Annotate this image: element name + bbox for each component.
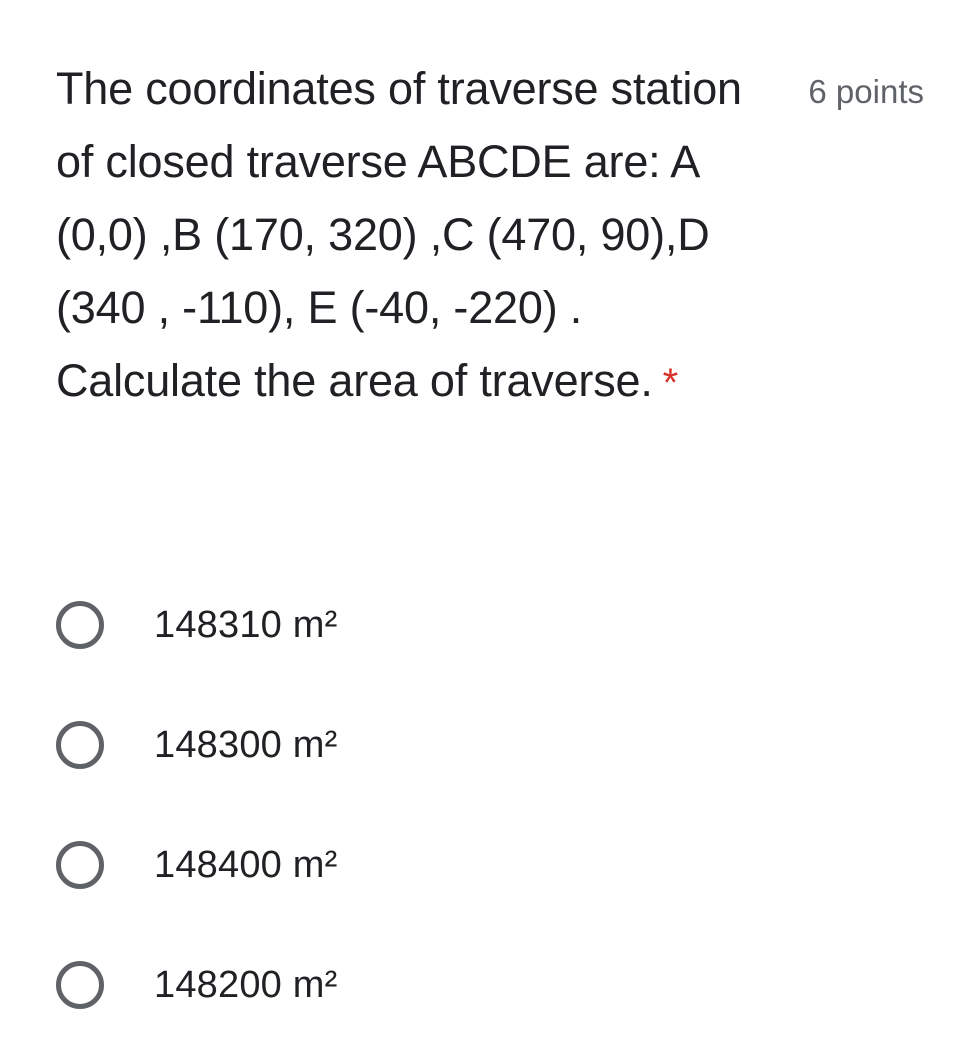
option-label: 148310 m² xyxy=(154,603,338,646)
radio-unchecked-icon[interactable] xyxy=(56,961,104,1009)
option-148300[interactable] xyxy=(56,685,906,805)
question-header xyxy=(56,52,926,420)
option-148400[interactable] xyxy=(56,805,906,925)
radio-unchecked-icon[interactable] xyxy=(56,721,104,769)
required-asterisk: * xyxy=(662,361,678,405)
option-label: 148200 m² xyxy=(154,963,338,1006)
radio-unchecked-icon[interactable] xyxy=(56,601,104,649)
option-148310[interactable] xyxy=(56,565,906,685)
option-148200[interactable] xyxy=(56,925,906,1045)
points-label: 6 points xyxy=(808,73,924,110)
option-label: 148300 m² xyxy=(154,723,338,766)
option-label: 148400 m² xyxy=(154,843,338,886)
question-title xyxy=(56,52,766,420)
question-text: The coordinates of traverse station of closed traverse ABCDE are: A (0,0) ,B (170, 320) ,C (470, 90),D (340 , -110), E (-40, -220) . Calculate the area of traverse. xyxy=(56,63,742,406)
radio-unchecked-icon[interactable] xyxy=(56,841,104,889)
answer-options xyxy=(56,565,906,1045)
